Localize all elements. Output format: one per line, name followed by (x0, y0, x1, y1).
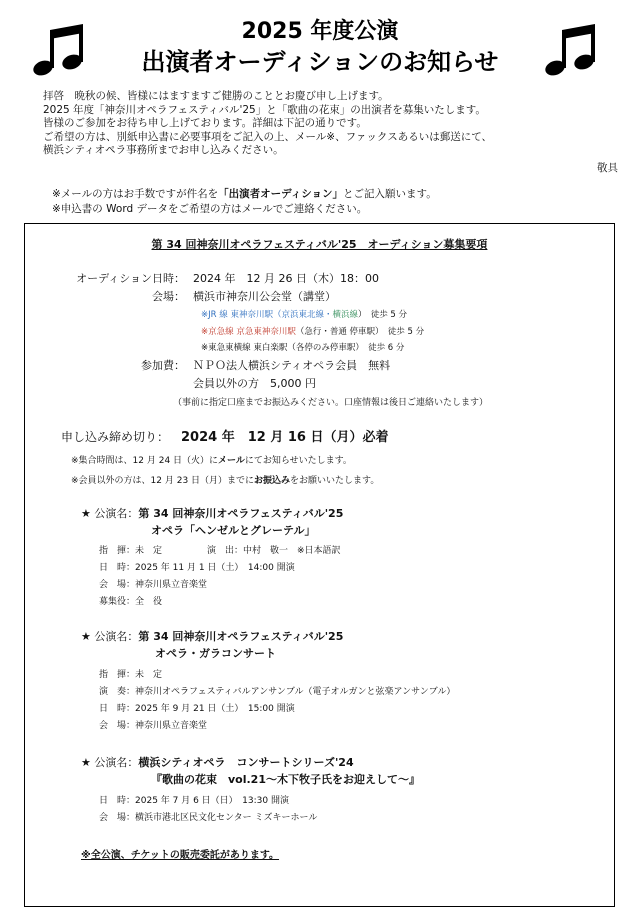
detail-row (99, 685, 455, 699)
star-icon: ★ (81, 630, 91, 643)
detail-row (99, 578, 207, 592)
fee (43, 359, 390, 373)
fee-nonmember: 会員以外の方 5,000 円 (193, 377, 316, 390)
intro-line: 横浜シティオペラ事務所までお申し込みください。 (43, 144, 284, 156)
deadline-value: 2024 年 12 月 16 日（月）必着 (181, 430, 389, 445)
performance-name: 第 34 回神奈川オペラフェスティバル'25 (138, 507, 344, 520)
audition-box (24, 223, 615, 907)
access-jr (201, 308, 407, 322)
detail-value: 2025 年 11 月 1 日（土） 14:00 開演 (135, 563, 295, 573)
performance-1-title (81, 507, 343, 521)
detail-label: 日 時： (99, 796, 136, 806)
mail-note-text: とご記入願います。 (343, 188, 437, 200)
performance-3-subtitle: 『歌曲の花束 vol.21～木下牧子氏をお迎えして～』 (151, 773, 420, 786)
star-icon: ★ (81, 507, 91, 520)
performance-name: 第 34 回神奈川オペラフェスティバル'25 (138, 630, 344, 643)
ticket-note: ※全公演、チケットの販売委託があります。 (81, 850, 280, 861)
detail-row (99, 544, 341, 558)
note-text: ※会員以外の方は、12 月 23 日（月）までに (71, 476, 255, 486)
mail-note-text: ※メールの方はお手数ですが件名を (52, 188, 219, 200)
label: 公演名： (94, 507, 139, 520)
date-label: オーディション日時： (76, 272, 185, 285)
detail-label: 会 場： (99, 580, 136, 590)
intro-line: 皆様のご参加をお待ち申し上げております。詳細は下記の通りです。 (43, 117, 367, 129)
detail-value: 神奈川県立音楽堂 (135, 721, 208, 731)
access-text: ※JR 線 東神奈川駅（京浜東北線・ (201, 310, 333, 320)
deadline-label: 申し込み締め切り： (61, 430, 170, 444)
box-heading: 第 34 回神奈川オペラフェスティバル'25 オーディション募集要項 (151, 238, 488, 251)
detail-row (99, 561, 295, 575)
venue-value: 横浜市神奈川公会堂（講堂） (193, 290, 336, 303)
detail-value: 全 役 (135, 597, 163, 607)
date-value: 2024 年 12 月 26 日（木）18：00 (193, 272, 379, 285)
note-emph: お振込み (254, 476, 291, 486)
detail-value: 2025 年 7 月 6 日（日） 13:30 開演 (135, 796, 289, 806)
intro-line: ご希望の方は、別紙申込書に必要事項をご記入の上、メール※、ファックスあるいは郵送にて、 (43, 130, 493, 143)
star-icon: ★ (81, 756, 91, 769)
detail-label: 日 時： (99, 704, 136, 714)
note-text: にてお知らせいたします。 (244, 456, 352, 466)
audition-venue (43, 290, 336, 304)
detail-row (99, 595, 162, 609)
audition-date (43, 272, 379, 286)
detail-row (99, 702, 295, 716)
performance-name: 横浜シティオペラ コンサートシリーズ'24 (138, 756, 354, 769)
detail-value: 神奈川県立音楽堂 (135, 580, 208, 590)
label: 公演名： (94, 630, 139, 643)
intro-paragraph (43, 90, 492, 158)
access-text: ） 徒歩 5 分 (357, 310, 408, 320)
detail-value: 未 定 演 出：中村 敬一 ※日本語訳 (135, 546, 341, 556)
detail-label: 指 揮： (99, 546, 136, 556)
page-title-year: 2025 年度公演 (241, 19, 399, 44)
closing-keigu: 敬具 (597, 162, 618, 174)
fee-label: 参加費： (141, 359, 185, 372)
detail-label: 演 奏： (99, 687, 136, 697)
detail-value: 未 定 (135, 670, 163, 680)
access-tokyu: ※東急東横線 東白楽駅（各停のみ停車駅） 徒歩 6 分 (201, 343, 405, 353)
access-text: ※京急線 京急東神奈川駅 (201, 327, 296, 337)
mail-note (52, 186, 437, 201)
detail-value: 神奈川オペラフェスティバルアンサンブル（電子オルガンと弦楽アンサンブル） (135, 687, 456, 697)
note-text: ※集合時間は、12 月 24 日（火）に (71, 456, 219, 466)
intro-line: 拝啓 晩秋の候、皆様にはますますご健勝のこととお慶び申し上げます。 (43, 90, 389, 102)
page-title: 出演者オーディションのお知らせ (141, 48, 499, 76)
detail-row (99, 794, 289, 808)
note-text: をお願いいたします。 (290, 476, 380, 486)
detail-label: 会 場： (99, 813, 136, 823)
detail-label: 指 揮： (99, 670, 136, 680)
access-text: （急行・普通 停車駅） (295, 327, 380, 337)
deadline-note (71, 454, 352, 468)
detail-row (99, 811, 317, 825)
note-emph: メール (218, 456, 245, 466)
detail-row (99, 668, 162, 682)
fee-member: ＮＰＯ法人横浜シティオペラ会員 無料 (193, 359, 391, 372)
venue-label: 会場： (152, 290, 185, 303)
deadline (61, 430, 388, 445)
intro-line: 2025 年度「神奈川オペラフェスティバル'25」と「歌曲の花束」の出演者を募集いたします。 (43, 103, 486, 116)
access-text: 徒歩 5 分 (379, 327, 425, 337)
detail-value: 横浜市港北区民文化センター ミズキーホール (135, 813, 318, 823)
detail-row (99, 719, 207, 733)
detail-label: 日 時： (99, 563, 136, 573)
label: 公演名： (94, 756, 139, 769)
performance-2-title (81, 630, 343, 644)
performance-2-subtitle: オペラ・ガラコンサート (155, 647, 276, 660)
detail-value: 2025 年 9 月 21 日（土） 15:00 開演 (135, 704, 295, 714)
access-keikyu (201, 325, 424, 339)
mail-subject: 「出演者オーディション」 (218, 188, 344, 200)
access-text: 横浜線 (332, 310, 358, 320)
fee-note: （事前に指定口座までお振込みください。口座情報は後日ご連絡いたします） (173, 398, 489, 408)
detail-label: 会 場： (99, 721, 136, 731)
word-note: ※申込書の Word データをご希望の方はメールでご連絡ください。 (52, 203, 368, 215)
deadline-note (71, 474, 379, 488)
detail-label: 募集役： (99, 597, 136, 607)
performance-3-title (81, 756, 354, 770)
performance-1-subtitle: オペラ「ヘンゼルとグレーテル」 (151, 524, 316, 537)
